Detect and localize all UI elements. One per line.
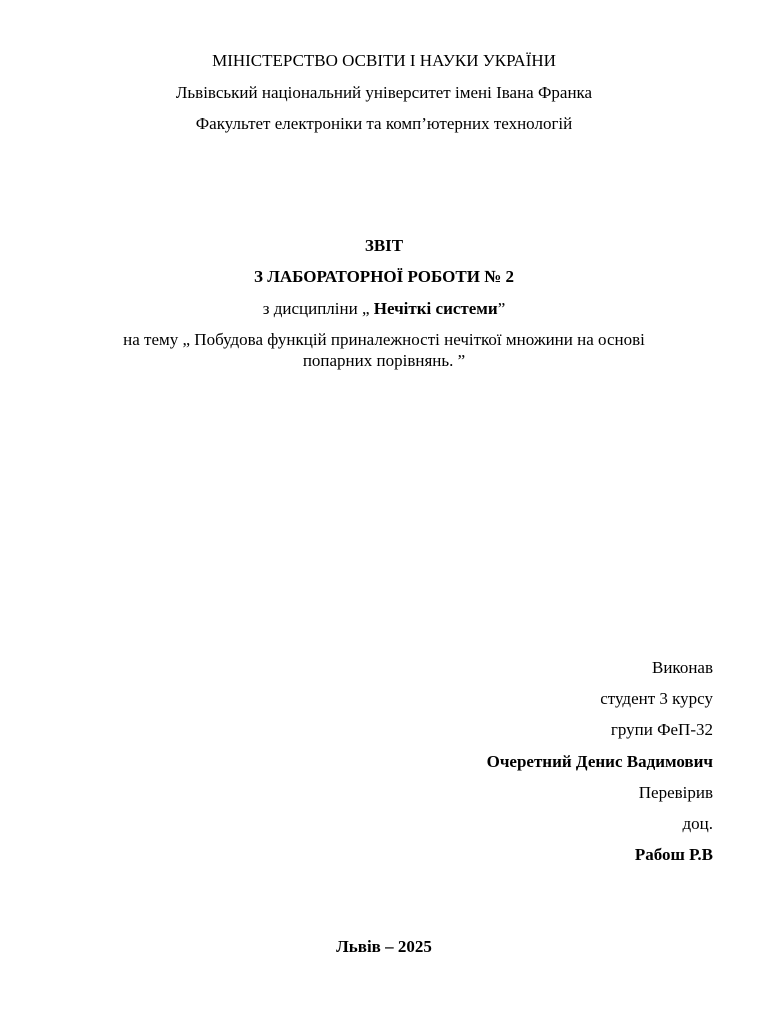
performed-label: Виконав xyxy=(651,658,713,677)
teacher-name: Рабош Р.В xyxy=(634,845,713,864)
topic-text: на тему „ Побудова функцій приналежності нечіткої множини на основі попарних порівнянь. ” xyxy=(123,330,645,370)
discipline-name: Нечіткі системи xyxy=(373,299,498,318)
student-course: студент 3 курсу xyxy=(600,689,713,708)
student-group: групи ФеП-32 xyxy=(610,720,713,739)
university-name: Львівський національний університет імені Івана Франка xyxy=(175,83,593,102)
discipline-suffix: ” xyxy=(497,299,506,318)
checked-label: Перевірив xyxy=(638,783,713,802)
discipline-line xyxy=(0,299,768,319)
faculty-name: Факультет електроніки та комп’ютерних технологій xyxy=(195,114,573,133)
report-title: ЗВІТ xyxy=(364,236,404,255)
student-name: Очеретний Денис Вадимович xyxy=(486,752,713,771)
lab-work-title: З ЛАБОРАТОРНОЇ РОБОТИ № 2 xyxy=(253,267,515,286)
teacher-position: доц. xyxy=(682,814,713,833)
discipline-prefix: з дисципліни „ xyxy=(262,299,374,318)
city-year: Львів – 2025 xyxy=(336,937,432,956)
ministry-heading: МІНІСТЕРСТВО ОСВІТИ І НАУКИ УКРАЇНИ xyxy=(212,51,556,70)
